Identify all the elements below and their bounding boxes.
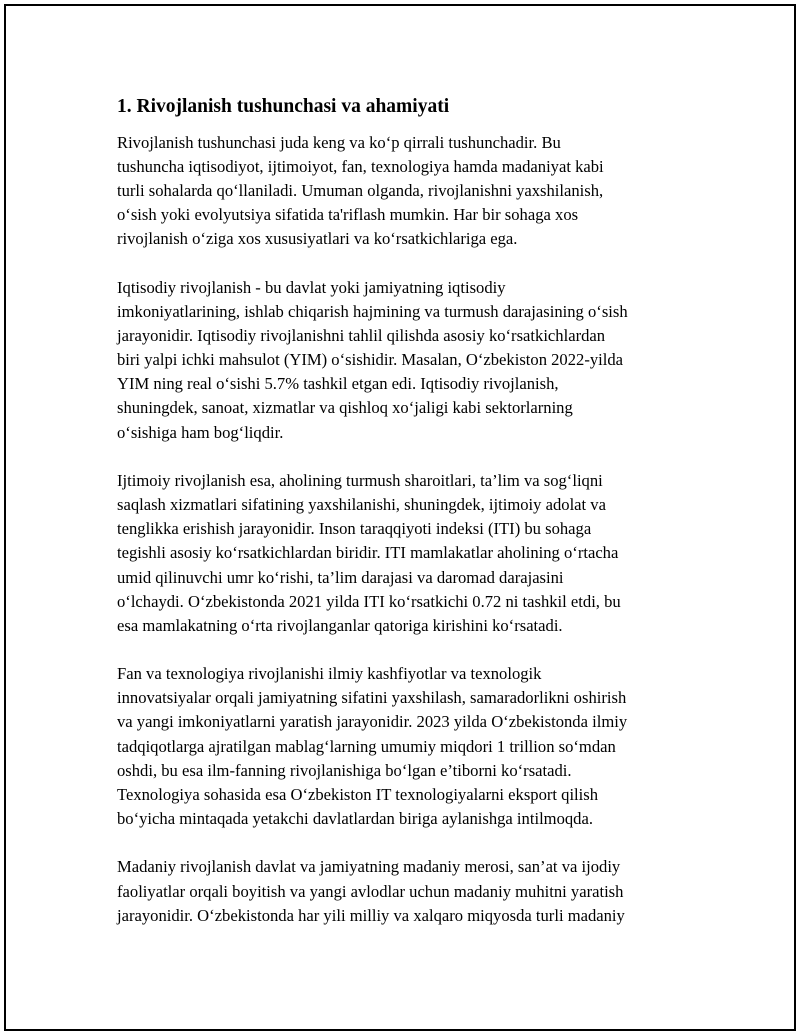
text-line: faoliyatlar orqali boyitish va yangi avlodlar uchun madaniy muhitni yaratish xyxy=(117,881,624,901)
text-line: YIM ning real o‘sishi 5.7% tashkil etgan edi. Iqtisodiy rivojlanish, xyxy=(117,374,559,394)
paragraph xyxy=(117,469,697,638)
text-line: o‘sish yoki evolyutsiya sifatida ta'riflash mumkin. Har bir sohaga xos xyxy=(117,205,579,225)
text-line: tegishli asosiy ko‘rsatkichlardan biridir. ITI mamlakatlar aholining o‘rtacha xyxy=(117,543,619,563)
text-line: o‘sishiga ham bog‘liqdir. xyxy=(117,422,284,442)
paragraph-list xyxy=(117,131,697,928)
text-line: Fan va texnologiya rivojlanishi ilmiy kashfiyotlar va texnologik xyxy=(117,664,542,684)
text-line: tenglikka erishish jarayonidir. Inson taraqqiyoti indeksi (ITI) bu sohaga xyxy=(117,519,592,539)
text-line: Iqtisodiy rivojlanish - bu davlat yoki jamiyatning iqtisodiy xyxy=(117,277,506,297)
paragraph xyxy=(117,131,697,251)
text-line: tushuncha iqtisodiyot, ijtimoiyot, fan, texnologiya hamda madaniyat kabi xyxy=(117,157,604,177)
text-line: innovatsiyalar orqali jamiyatning sifatini yaxshilash, samaradorlikni oshirish xyxy=(117,688,627,708)
text-line: turli sohalarda qo‘llaniladi. Umuman olganda, rivojlanishni yaxshilanish, xyxy=(117,181,604,201)
text-line: tadqiqotlarga ajratilgan mablag‘larning umumiy miqdori 1 trillion so‘mdan xyxy=(117,736,616,756)
text-line: umid qilinuvchi umr ko‘rishi, ta’lim darajasi va daromad darajasini xyxy=(117,567,564,587)
paragraph xyxy=(117,276,697,445)
text-line: esa mamlakatning o‘rta rivojlanganlar qatoriga kirishini ko‘rsatadi. xyxy=(117,615,563,635)
text-line: Rivojlanish tushunchasi juda keng va ko‘p qirrali tushunchadir. Bu xyxy=(117,133,561,152)
text-line: imkoniyatlarining, ishlab chiqarish hajmining va turmush darajasining o‘sish xyxy=(117,302,628,322)
section-heading: 1. Rivojlanish tushunchasi va ahamiyati xyxy=(117,96,450,117)
text-line: shuningdek, sanoat, xizmatlar va qishloq xo‘jaligi kabi sektorlarning xyxy=(117,398,573,418)
text-line: jarayonidir. O‘zbekistonda har yili milliy va xalqaro miqyosda turli madaniy xyxy=(117,905,625,925)
text-line: jarayonidir. Iqtisodiy rivojlanishni tahlil qilishda asosiy ko‘rsatkichlardan xyxy=(117,326,606,346)
text-line: va yangi imkoniyatlarni yaratish jarayonidir. 2023 yilda O‘zbekistonda ilmiy xyxy=(117,712,628,732)
text-line: rivojlanish o‘ziga xos xususiyatlari va ko‘rsatkichlariga ega. xyxy=(117,229,518,249)
text-line: biri yalpi ichki mahsulot (YIM) o‘sishidir. Masalan, O‘zbekiston 2022-yilda xyxy=(117,350,624,370)
text-line: saqlash xizmatlari sifatining yaxshilanishi, shuningdek, ijtimoiy adolat va xyxy=(117,495,606,515)
text-line: bo‘yicha mintaqada yetakchi davlatlardan biriga aylanishga intilmoqda. xyxy=(117,808,593,828)
document-body xyxy=(117,93,697,952)
text-line: Texnologiya sohasida esa O‘zbekiston IT texnologiyalarni eksport qilish xyxy=(117,784,599,804)
text-line: Ijtimoiy rivojlanish esa, aholining turmush sharoitlari, ta’lim va sog‘liqni xyxy=(117,471,603,491)
text-line: Madaniy rivojlanish davlat va jamiyatning madaniy merosi, san’at va ijodiy xyxy=(117,857,621,877)
paragraph xyxy=(117,855,697,927)
paragraph xyxy=(117,662,697,831)
text-line: o‘lchaydi. O‘zbekistonda 2021 yilda ITI ko‘rsatkichi 0.72 ni tashkil etdi, bu xyxy=(117,591,621,611)
text-line: oshdi, bu esa ilm-fanning rivojlanishiga bo‘lgan e’tiborni ko‘rsatadi. xyxy=(117,760,572,780)
